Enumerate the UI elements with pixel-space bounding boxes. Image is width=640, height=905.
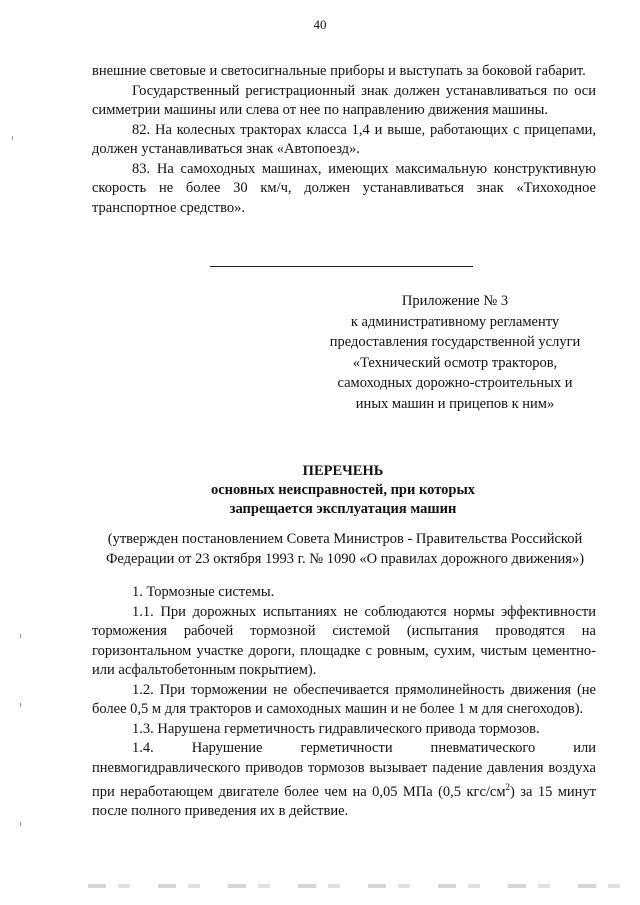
list-item <box>92 739 596 822</box>
appendix-header <box>312 291 598 414</box>
paragraph-83: 83. На самоходных машинах, имеющих максимальную конструктивную скорость не более 30 км/ч, должен устанавливаться знак «Тихоходное транспортное средство». <box>92 160 596 216</box>
heading-title: ПЕРЕЧЕНЬ <box>302 463 384 479</box>
document-heading <box>150 462 536 519</box>
paragraph-continued: внешние световые и светосигнальные приборы и выступать за боковой габарит. <box>92 63 586 79</box>
section-divider <box>210 266 473 267</box>
list-item: 1.2. При торможении не обеспечивается прямолинейность движения (не более 0,5 м для тракторов и самоходных машин и не более 1 м для снегоходов). <box>92 681 596 717</box>
list-item-text: ) за 15 минут после полного приведения их в действие. <box>92 783 597 820</box>
scan-mark <box>20 703 21 707</box>
list-item-text: 1.4. Нарушение герметичности пневматического или пневмогидравлического приводов тормозов вызывает падение давления воздуха при неработающем двигателе более чем на 0,05 МПа (0,5 кгс/см <box>92 740 596 800</box>
appendix-line: иных машин и прицепов к ним» <box>355 395 555 412</box>
malfunction-list <box>92 583 596 822</box>
scan-artifact <box>88 884 628 888</box>
list-item: 1.1. При дорожных испытаниях не соблюдаются нормы эффективности торможения рабочей тормозной системой (испытания проводятся на горизонтальном участке дороги, площадке с ровным, сухим, чистым цементно- или асфальтобетонным покрытием). <box>92 603 596 678</box>
appendix-line: предоставления государственной услуги <box>329 334 581 350</box>
page-number: 40 <box>313 17 327 32</box>
scan-mark <box>20 634 21 638</box>
heading-subtitle: запрещается эксплуатация машин <box>229 501 457 517</box>
paragraph-82: 82. На колесных тракторах класса 1,4 и выше, работающих с прицепами, должен устанавливаться знак «Автопоезд». <box>92 121 596 157</box>
scan-mark <box>12 136 13 140</box>
appendix-line: самоходных дорожно-строительных и <box>337 375 573 391</box>
top-section <box>92 62 596 218</box>
approval-note <box>90 530 600 569</box>
approval-line: (утвержден постановлением Совета Министров - Правительства Российской <box>107 531 583 547</box>
appendix-line: Приложение № 3 <box>401 293 509 309</box>
appendix-line: «Технический осмотр тракторов, <box>352 354 558 371</box>
paragraph-registration-sign: Государственный регистрационный знак должен устанавливаться по оси симметрии машины или слева от нее по направлению движения машины. <box>92 82 596 118</box>
list-item: 1.3. Нарушена герметичность гидравлического привода тормозов. <box>132 720 540 737</box>
superscript: 2 <box>505 782 511 792</box>
approval-line: Федерации от 23 октября 1993 г. № 1090 «О правилах дорожного движения») <box>105 550 585 567</box>
list-item: 1. Тормозные системы. <box>132 584 275 600</box>
appendix-line: к административному регламенту <box>350 313 560 330</box>
scan-mark <box>20 822 21 826</box>
heading-subtitle: основных неисправностей, при которых <box>210 482 476 498</box>
